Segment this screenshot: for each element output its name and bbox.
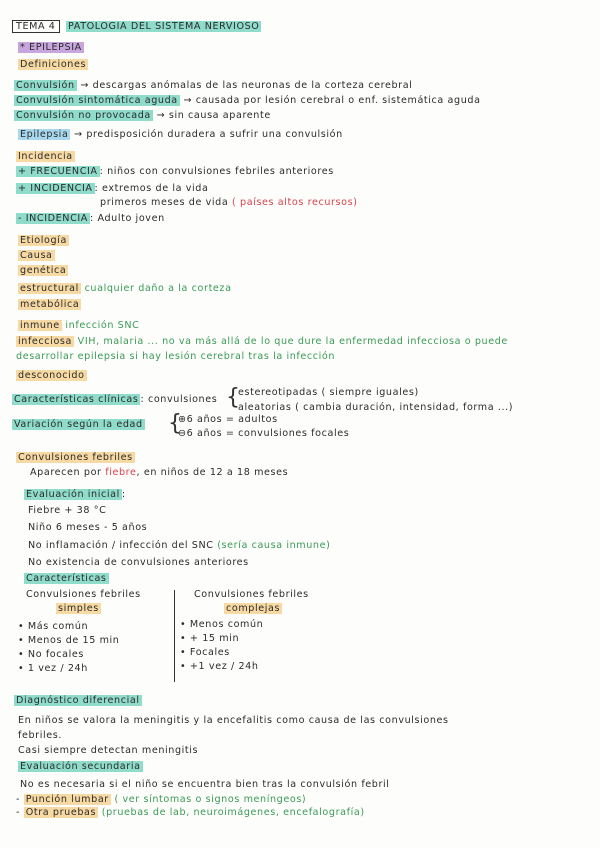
desconocido-label: desconocido (18, 370, 85, 381)
list-item: • Focales (180, 646, 263, 660)
def-no-provocada: Convulsión no provocada → sin causa aparente (16, 110, 271, 121)
febriles-heading: Convulsiones febriles (18, 452, 133, 463)
eval-edad: Niño 6 meses - 5 años (28, 522, 148, 533)
febriles-aparecen: Aparecen por fiebre, en niños de 12 a 18 meses (30, 467, 289, 478)
simples-subtitle: simples (58, 603, 99, 614)
brace-icon: { (226, 385, 240, 410)
diagnostico-text-2: febriles. (18, 730, 62, 741)
list-item: • + 15 min (180, 632, 263, 646)
clinicas-estereotipadas: estereotipadas ( siempre iguales) (238, 387, 419, 398)
incidencia-line-1: + FRECUENCIA : niños con convulsiones febriles anteriores (18, 166, 334, 177)
edad-menor: ⊖6 años = convulsiones focales (178, 428, 350, 439)
incidencia-line-3: primeros meses de vida ( países altos recursos) (100, 197, 358, 208)
estructural-line: estructural cualquier daño a la corteza (20, 283, 232, 294)
page-title: PATOLOGIA DEL SISTEMA NERVIOSO (68, 21, 260, 32)
incidencia-line-2: + INCIDENCIA : extremos de la vida (18, 183, 209, 194)
simples-title: Convulsiones febriles (26, 589, 141, 600)
incidencia-heading: Incidencia (18, 151, 73, 162)
infecciosa-line-2: desarrollar epilepsia si hay lesión cerebral tras la infección (16, 351, 336, 362)
secundaria-heading: Evaluación secundaria (20, 761, 141, 772)
clinicas-aleatorias: aleatorias ( cambia duración, intensidad, forma ...) (238, 402, 514, 413)
list-item: • +1 vez / 24h (180, 660, 263, 674)
eval-anteriores: No existencia de convulsiones anteriores (28, 557, 249, 568)
eval-snc: No inflamación / infección del SNC (sería causa inmune) (28, 540, 331, 551)
diagnostico-text-1: En niños se valora la meningitis y la encefalitis como causa de las convulsiones (18, 715, 449, 726)
etiologia-heading: Etiología (20, 235, 67, 246)
list-item: • Más común (18, 620, 120, 634)
list-item: • Menos común (180, 618, 263, 632)
divider (174, 590, 175, 682)
def-epilepsia: Epilepsia → predisposición duradera a sufrir una convulsión (20, 129, 343, 140)
clinicas-line: Características clínicas : convulsiones (14, 394, 218, 405)
eval-inicial-heading: Evaluación inicial : (26, 489, 126, 500)
otras-pruebas-line: - Otra pruebas (pruebas de lab, neuroimágenes, encefalografía) (16, 807, 365, 818)
def-convulsion: Convulsión → descargas anómalas de las neuronas de la corteza cerebral (16, 80, 413, 91)
incidencia-line-4: - INCIDENCIA : Adulto joven (18, 213, 165, 224)
infecciosa-line: infecciosa VIH, malaria ... no va más allá de lo que dure la enfermedad infecciosa o puede (18, 336, 508, 347)
genetica-label: genética (20, 265, 67, 276)
diagnostico-heading: Diagnóstico diferencial (16, 695, 140, 706)
inmune-line: inmune infección SNC (20, 320, 140, 331)
edad-heading: Variación según la edad (14, 419, 143, 430)
list-item: • Menos de 15 min (18, 634, 120, 648)
secundaria-text: No es necesaria si el niño se encuentra bien tras la convulsión febril (20, 779, 390, 790)
complejas-title: Convulsiones febriles (194, 589, 309, 600)
list-item: • No focales (18, 648, 120, 662)
puncion-lumbar-line: - Punción lumbar ( ver síntomas o signos meníngeos) (16, 794, 307, 805)
epilepsia-heading: * EPILEPSIA (20, 42, 82, 53)
diagnostico-text-3: Casi siempre detectan meningitis (18, 745, 199, 756)
brace-icon: { (168, 411, 182, 436)
simples-list (18, 620, 120, 676)
complejas-subtitle: complejas (226, 603, 281, 614)
def-sintomatica: Convulsión sintomática aguda → causada por lesión cerebral o enf. sistemática aguda (16, 95, 481, 106)
causa-label: Causa (20, 250, 53, 261)
definiciones-heading: Definiciones (20, 59, 87, 70)
list-item: • 1 vez / 24h (18, 662, 120, 676)
eval-fiebre: Fiebre + 38 °C (28, 505, 107, 516)
complejas-list (180, 618, 263, 674)
topic-number: TEMA 4 (12, 20, 60, 33)
metabolica-label: metabólica (20, 299, 80, 310)
caracteristicas-heading: Características (26, 573, 107, 584)
edad-mayor: ⊕6 años = adultos (178, 414, 278, 425)
